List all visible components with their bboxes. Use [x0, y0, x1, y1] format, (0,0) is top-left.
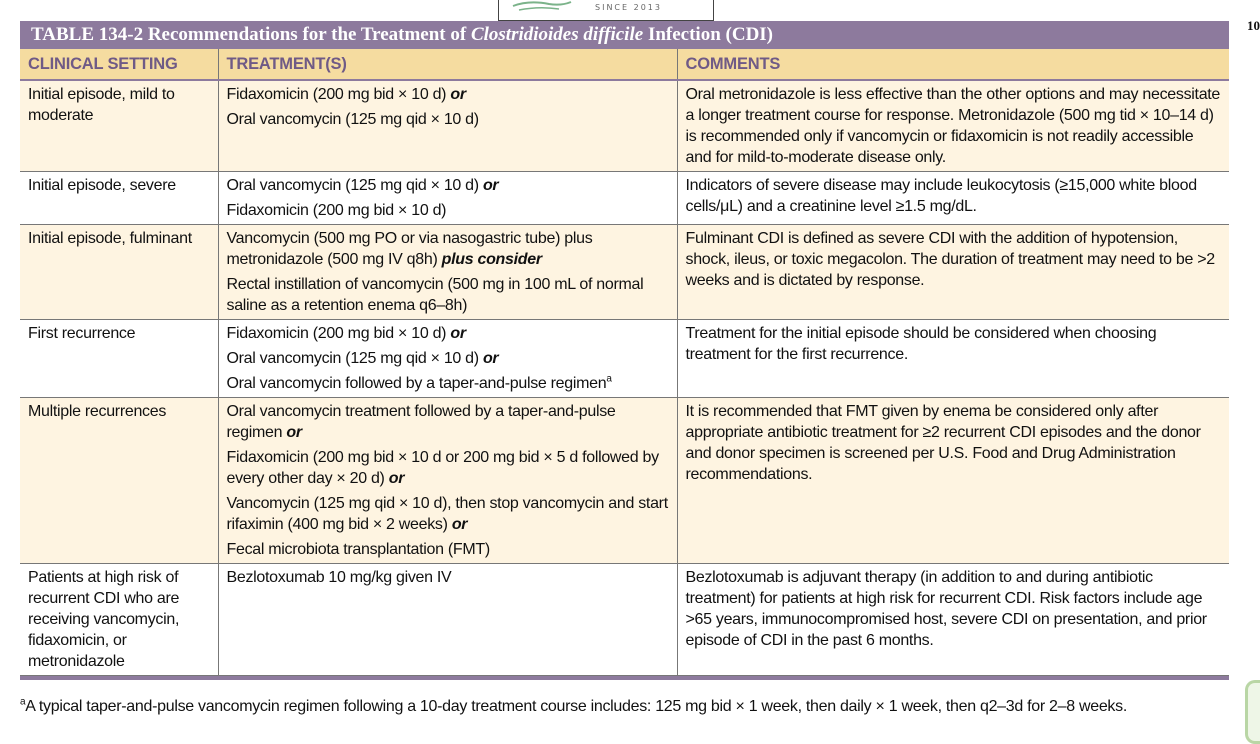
- comments-cell: Fulminant CDI is defined as severe CDI with the addition of hypotension, shock, ileus, or toxic megacolon. The duration of treatment may need to be >2 weeks and is dictated by response.: [677, 225, 1229, 320]
- table-row: [20, 225, 1229, 320]
- clinical-setting-cell: Initial episode, severe: [20, 172, 218, 225]
- clinical-setting-cell: Multiple recurrences: [20, 398, 218, 564]
- table-title-prefix: TABLE 134-2 Recommendations for the Treatment of: [31, 24, 471, 45]
- treatment-text: Oral vancomycin treatment followed by a taper-and-pulse regimen: [226, 403, 616, 441]
- table-footnote: [20, 698, 1127, 716]
- treatment-text: Vancomycin (500 mg PO or via nasogastric tube) plus metronidazole (500 mg IV q8h): [226, 230, 593, 268]
- treatment-text: Vancomycin (125 mg qid × 10 d), then stop vancomycin and start rifaximin (400 mg bid × 2 weeks): [226, 495, 668, 533]
- treatments-cell: [218, 225, 677, 320]
- treatment-text: Oral vancomycin (125 mg qid × 10 d): [226, 177, 479, 194]
- treatment-conjunction: or: [388, 470, 405, 487]
- treatment-conjunction: or: [482, 177, 499, 194]
- table-title: [20, 21, 1229, 49]
- table-row: [20, 80, 1229, 172]
- footnote-text: A typical taper-and-pulse vancomycin regimen following a 10-day treatment course includes: 125 mg bid × 1 week, then daily × 1 week, then q2–3d for 2–8 weeks.: [25, 698, 1127, 715]
- table-title-suffix: Infection (CDI): [643, 24, 774, 45]
- treatment-text: Fidaxomicin (200 mg bid × 10 d): [226, 86, 447, 103]
- comments-cell: It is recommended that FMT given by enema be considered only after appropriate antibiotic treatment for ≥2 recurrent CDI episodes and the donor and donor specimen is screened per U.S. Food and Drug Administration recommendations.: [677, 398, 1229, 564]
- treatment-option: [227, 175, 669, 196]
- table-bottom-rule: [20, 676, 1229, 680]
- treatment-text: Bezlotoxumab 10 mg/kg given IV: [226, 569, 452, 586]
- treatment-option: [227, 373, 669, 394]
- treatment-text: Fecal microbiota transplantation (FMT): [226, 541, 490, 558]
- footnote-reference: a: [606, 373, 612, 385]
- table-header-row: [20, 49, 1229, 80]
- treatment-option: [227, 401, 669, 443]
- comments-cell: Oral metronidazole is less effective than the other options and may necessitate a longer treatment course for response. Metronidazole (500 mg tid × 10–14 d) is recommended only if vancomycin or fidaxomicin is not readily accessible and for mild-to-moderate disease only.: [677, 80, 1229, 172]
- treatment-conjunction: plus consider: [441, 251, 542, 268]
- treatments-cell: [218, 398, 677, 564]
- treatment-option: [227, 348, 669, 369]
- comments-cell: Bezlotoxumab is adjuvant therapy (in addition to and during antibiotic treatment) for patients at high risk for recurrent CDI. Risk factors include age >65 years, immunocompromised host, severe CDI on presentation, and prior episode of CDI in the past 6 months.: [677, 564, 1229, 676]
- treatments-cell: [218, 80, 677, 172]
- table-row: [20, 172, 1229, 225]
- treatment-option: [227, 323, 669, 344]
- table-row: [20, 398, 1229, 564]
- treatment-option: [227, 539, 669, 560]
- treatments-cell: [218, 320, 677, 398]
- logo-swoosh-icon: [509, 0, 579, 12]
- treatment-conjunction: or: [450, 325, 466, 342]
- treatment-option: [227, 84, 669, 105]
- treatment-text: Fidaxomicin (200 mg bid × 10 d or 200 mg bid × 5 d followed by every other day × 20 d): [226, 449, 659, 487]
- treatment-text: Fidaxomicin (200 mg bid × 10 d): [226, 325, 447, 342]
- treatment-option: [227, 228, 669, 270]
- treatment-text: Oral vancomycin (125 mg qid × 10 d): [226, 111, 479, 128]
- treatment-conjunction: or: [482, 350, 499, 367]
- column-header-setting: CLINICAL SETTING: [20, 49, 218, 80]
- comments-cell: Indicators of severe disease may include leukocytosis (≥15,000 white blood cells/μL) and a creatinine level ≥1.5 mg/dL.: [677, 172, 1229, 225]
- treatment-text: Rectal instillation of vancomycin (500 mg in 100 mL of normal saline as a retention enema q6–8h): [226, 276, 644, 314]
- treatments-cell: [218, 172, 677, 225]
- clinical-setting-cell: Patients at high risk of recurrent CDI who are receiving vancomycin, fidaxomicin, or metronidazole: [20, 564, 218, 676]
- treatment-option: [227, 567, 669, 588]
- comments-cell: Treatment for the initial episode should be considered when choosing treatment for the first recurrence.: [677, 320, 1229, 398]
- treatment-option: [227, 493, 669, 535]
- treatment-text: Oral vancomycin followed by a taper-and-pulse regimen: [226, 375, 607, 392]
- treatment-option: [227, 447, 669, 489]
- edge-decoration: [1245, 680, 1260, 744]
- column-header-comments: COMMENTS: [677, 49, 1229, 80]
- treatments-cell: [218, 564, 677, 676]
- treatment-conjunction: or: [286, 424, 302, 441]
- treatment-conjunction: or: [451, 516, 468, 533]
- clinical-setting-cell: Initial episode, mild to moderate: [20, 80, 218, 172]
- treatment-text: Oral vancomycin (125 mg qid × 10 d): [226, 350, 479, 367]
- treatment-text: Fidaxomicin (200 mg bid × 10 d): [226, 202, 447, 219]
- column-header-treatments: TREATMENT(S): [218, 49, 677, 80]
- table-row: [20, 564, 1229, 676]
- clinical-setting-cell: Initial episode, fulminant: [20, 225, 218, 320]
- publisher-logo: [498, 0, 714, 21]
- table-body: [20, 49, 1229, 676]
- footnote-marker: a: [20, 696, 26, 708]
- treatment-option: [227, 109, 669, 130]
- recommendations-table: [20, 21, 1229, 680]
- page-number: 10: [1247, 18, 1260, 33]
- treatment-option: [227, 200, 669, 221]
- logo-text: SINCE 2013: [595, 3, 662, 12]
- table-title-italic: Clostridioides difficile: [470, 24, 644, 45]
- table-row: [20, 320, 1229, 398]
- clinical-setting-cell: First recurrence: [20, 320, 218, 398]
- treatment-conjunction: or: [450, 86, 466, 103]
- treatment-option: [227, 274, 669, 316]
